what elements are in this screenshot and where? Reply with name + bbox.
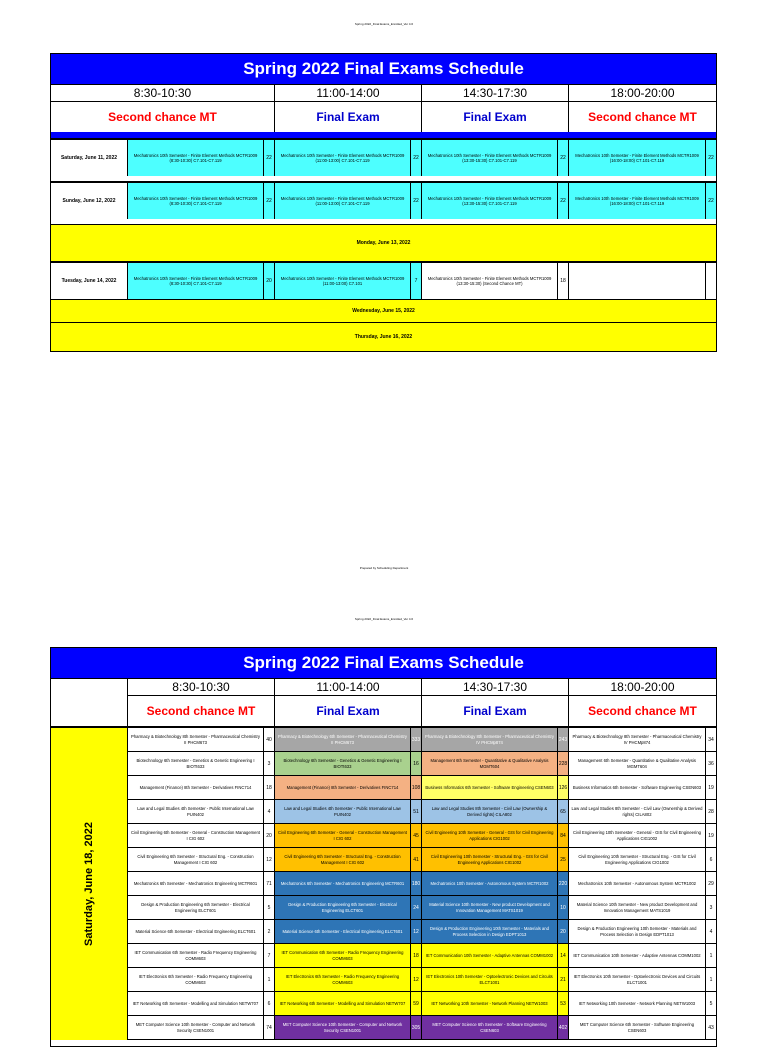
exam-description: Management 6th Semester - Quantitative & Qualitative Analysis MGMT604 bbox=[422, 752, 558, 775]
exam-cell bbox=[569, 896, 716, 920]
exam-description: Pharmacy & Biotechnology 6th Semester - Pharmaceutical Chemistry II PHCM673 bbox=[275, 728, 411, 751]
exam-row bbox=[128, 944, 716, 968]
exam-cell bbox=[422, 968, 569, 992]
exam-description: Mechatronics 10th Semester - Finite Element Methods MCTR1009 (16:00-18:00) C7.101-C7.119 bbox=[569, 140, 706, 176]
enrolled-count: 5 bbox=[709, 1000, 713, 1007]
exam-cell bbox=[569, 944, 716, 968]
exam-description: Mechatronics 10th Semester - Finite Element Methods MCTR1009 (11:00-13:00) C7.101 bbox=[275, 263, 411, 299]
exam-description: MET Computer Science 10th Semester - Computer and Network Security CSEN1001 bbox=[128, 1016, 264, 1039]
enrolled-count: 43 bbox=[708, 1024, 714, 1031]
enrolled-count: 10 bbox=[560, 904, 566, 911]
exam-description: Design & Production Engineering 10th Semester - Materials and Process Selection in Design EDPT1013 bbox=[569, 920, 706, 943]
exam-cell bbox=[275, 800, 422, 824]
exam-description: Mechatronics 10th Semester - Finite Element Methods MCTR1009 (16:00-18:00) C7.101-C7.119 bbox=[569, 183, 706, 219]
enrolled-count: 71 bbox=[266, 880, 272, 887]
enrolled-count: 59 bbox=[413, 1000, 419, 1007]
exam-cell bbox=[569, 872, 716, 896]
day-date: Sunday, June 12, 2022 bbox=[51, 183, 128, 219]
doc-footer: Prepared by Scheduling Department bbox=[359, 566, 409, 570]
exam-cell bbox=[128, 848, 275, 872]
exam-description: Pharmacy & Biotechnology 8th Semester - Pharmaceutical Chemistry IV PHCMp874 bbox=[569, 728, 706, 751]
exam-description: Mechatronics 10th Semester - Finite Element Methods MCTR1009 (11:00-13:00) C7.101-C7.119 bbox=[275, 140, 411, 176]
enrolled-count: 19 bbox=[708, 832, 714, 839]
enrolled-count: 22 bbox=[413, 155, 419, 161]
exam-description: Material Science 10th Semester - New product Development and Innovation Management MATS1019 bbox=[422, 896, 558, 919]
exam-cell bbox=[569, 920, 716, 944]
enrolled-count: 18 bbox=[266, 784, 272, 791]
exam-cell bbox=[422, 896, 569, 920]
exam-cell bbox=[128, 776, 275, 800]
exam-cell bbox=[569, 183, 716, 219]
exam-description: MET Computer Science 6th Semester - Software Engineering CSEN603 bbox=[569, 1016, 706, 1039]
exam-description: Biotechnology 6th Semester - Genetics & Genetic Engineering I BIOTt633 bbox=[275, 752, 411, 775]
schedule-table-week-1 bbox=[50, 53, 717, 352]
exam-row bbox=[128, 848, 716, 872]
exam-description: Management 6th Semester - Quantitative & Qualitative Analysis MGMT604 bbox=[569, 752, 706, 775]
exam-description: Pharmacy & Biotechnology 8th Semester - Pharmaceutical Chemistry II PHCM673 bbox=[128, 728, 264, 751]
exam-cell bbox=[128, 1016, 275, 1040]
exam-description: Material Science 6th Semester - Electrical Engineering ELCT601 bbox=[128, 920, 264, 943]
exam-cell bbox=[275, 776, 422, 800]
enrolled-count: 220 bbox=[558, 880, 568, 887]
enrolled-count: 28 bbox=[708, 808, 714, 815]
exam-cell bbox=[128, 183, 275, 219]
day-date: Tuesday, June 14, 2022 bbox=[51, 263, 128, 299]
exam-row bbox=[128, 824, 716, 848]
exam-description: Law and Legal Studies 8th Semester - Civil Law (Ownership & Derived rights) CILA802 bbox=[569, 800, 706, 823]
enrolled-count: 25 bbox=[560, 856, 566, 863]
exam-row bbox=[128, 776, 716, 800]
enrolled-count: 4 bbox=[709, 928, 713, 935]
exam-cell bbox=[422, 728, 569, 752]
enrolled-count: 36 bbox=[708, 760, 714, 767]
exam-description: Mechatronics 6th Semester - Mechatronics Engineering MCTR601 bbox=[128, 872, 264, 895]
exam-type-header-row bbox=[51, 696, 716, 728]
enrolled-count: 16 bbox=[413, 760, 419, 767]
schedule-title: Spring 2022 Final Exams Schedule bbox=[51, 54, 716, 85]
time-header-row bbox=[51, 679, 716, 696]
exam-cell bbox=[569, 800, 716, 824]
exam-cell bbox=[422, 800, 569, 824]
exam-cell bbox=[128, 992, 275, 1016]
schedule-table-week-2 bbox=[50, 647, 717, 1047]
exam-cell bbox=[422, 944, 569, 968]
enrolled-count: 243 bbox=[558, 736, 568, 743]
exam-description: Civil Engineering 6th Semester - Structural Eng. - Construction Management I CIG 602 bbox=[275, 848, 411, 871]
exam-cell bbox=[275, 896, 422, 920]
exam-cell bbox=[275, 752, 422, 776]
enrolled-count: 12 bbox=[413, 976, 419, 983]
exam-cell bbox=[422, 263, 569, 299]
exam-description: IET Communication 10th Semester - Adaptive Antennas COMM1002 bbox=[569, 944, 706, 967]
slot-label: Final Exam bbox=[422, 102, 569, 132]
exam-description: IET Electronics 10th Semester - Optoelectronic Devices and Circuits ELCT1001 bbox=[569, 968, 706, 991]
enrolled-count: 34 bbox=[708, 736, 714, 743]
enrolled-count: 12 bbox=[266, 856, 272, 863]
slot-time: 14:30-17:30 bbox=[422, 85, 569, 102]
day-date: Saturday, June 18, 2022 bbox=[83, 822, 95, 946]
exam-cell bbox=[128, 263, 275, 299]
exam-cell bbox=[275, 263, 422, 299]
exam-cell bbox=[569, 1016, 716, 1040]
exam-cell bbox=[569, 824, 716, 848]
exam-description: Design & Production Engineering 10th Semester - Materials and Process Selection in Design EDPT1013 bbox=[422, 920, 558, 943]
enrolled-count: 40 bbox=[266, 736, 272, 743]
exam-description: Material Science 6th Semester - Electrical Engineering ELCT601 bbox=[275, 920, 411, 943]
exam-description: Business Informatics 6th Semester - Software Engineering CSEN603 bbox=[569, 776, 706, 799]
exam-cell bbox=[422, 824, 569, 848]
exam-description: Mechatronics 10th Semester - Finite Element Methods MCTR1009 (13:30-15:30) C7.101-C7.119 bbox=[422, 140, 558, 176]
exam-cell bbox=[275, 140, 422, 176]
exam-type-header-row bbox=[51, 102, 716, 132]
exam-cell bbox=[128, 140, 275, 176]
enrolled-count: 18 bbox=[560, 278, 566, 284]
exam-description: IET Communication 10th Semester - Adaptive Antennas COMM1002 bbox=[422, 944, 558, 967]
exam-description: Mechatronics 10th Semester - Finite Element Methods MCTR1009 (8:30-10:30) C7.101-C7.119 bbox=[128, 263, 264, 299]
exam-description: MET Computer Science 10th Semester - Computer and Network Security CSEN1001 bbox=[275, 1016, 411, 1039]
enrolled-count: 402 bbox=[558, 1024, 568, 1031]
enrolled-count bbox=[706, 263, 716, 299]
enrolled-count: 65 bbox=[560, 808, 566, 815]
day-row bbox=[51, 181, 716, 219]
exam-description: Pharmacy & Biotechnology 8th Semester - Pharmaceutical Chemistry IV PHCMp874 bbox=[422, 728, 558, 751]
exam-description: Law and Legal Studies 4th Semester - Public International Law PUIN402 bbox=[128, 800, 264, 823]
exam-row bbox=[128, 728, 716, 752]
enrolled-count: 2 bbox=[267, 928, 271, 935]
slot-label: Second chance MT bbox=[128, 696, 275, 726]
enrolled-count: 126 bbox=[558, 784, 568, 791]
exam-cell bbox=[569, 848, 716, 872]
enrolled-count: 108 bbox=[411, 784, 421, 791]
enrolled-count: 1 bbox=[709, 952, 713, 959]
enrolled-count: 7 bbox=[414, 278, 418, 284]
enrolled-count: 22 bbox=[266, 198, 272, 204]
exam-description: Mechatronics 10th Semester - Finite Element Methods MCTR1009 (8:30-10:30) C7.101-C7.119 bbox=[128, 183, 264, 219]
exam-description: IET Networking 6th Semester - Modelling and Simulation NETW707 bbox=[275, 992, 411, 1015]
exam-cell bbox=[128, 752, 275, 776]
schedule-title: Spring 2022 Final Exams Schedule bbox=[51, 648, 716, 679]
exam-cell bbox=[422, 848, 569, 872]
exam-description: IET Communication 6th Semester - Radio Frequency Engineering COMM603 bbox=[128, 944, 264, 967]
day-row bbox=[51, 138, 716, 176]
exam-cell bbox=[128, 800, 275, 824]
exam-cell bbox=[128, 920, 275, 944]
slot-time: 18:00-20:00 bbox=[569, 85, 716, 102]
enrolled-count: 22 bbox=[708, 198, 714, 204]
exam-cell bbox=[569, 140, 716, 176]
exam-cell bbox=[128, 896, 275, 920]
exam-cell bbox=[569, 776, 716, 800]
exam-cell bbox=[275, 968, 422, 992]
exam-description: Management (Finance) 8th Semester - Derivatives FINC714 bbox=[128, 776, 264, 799]
exam-cell bbox=[275, 824, 422, 848]
exam-description: Mechatronics 10th Semester - Finite Element Methods MCTR1009 (11:00-13:00) C7.101-C7.119 bbox=[275, 183, 411, 219]
exam-cell bbox=[128, 968, 275, 992]
enrolled-count: 1 bbox=[709, 976, 713, 983]
exam-cell bbox=[422, 1016, 569, 1040]
exam-description: Mechatronics 10th Semester - Autonomous System MCTR1002 bbox=[569, 872, 706, 895]
exam-description: Law and Legal Studies 4th Semester - Public International Law PUIN402 bbox=[275, 800, 411, 823]
exam-description: Civil Engineering 10th Semester - Structural Eng. - GIS for Civil Engineering Applications CIG1002 bbox=[422, 848, 558, 871]
enrolled-count: 22 bbox=[266, 155, 272, 161]
exam-cell bbox=[569, 263, 716, 299]
enrolled-count: 53 bbox=[560, 1000, 566, 1007]
slot-time: 8:30-10:30 bbox=[51, 85, 275, 102]
exam-description: Civil Engineering 6th Semester - General - Construction Management I CIG 602 bbox=[275, 824, 411, 847]
slot-time: 11:00-14:00 bbox=[275, 679, 422, 696]
slot-label: Final Exam bbox=[275, 696, 422, 726]
slot-label: Final Exam bbox=[275, 102, 422, 132]
exam-cell bbox=[275, 848, 422, 872]
exam-description: Mechatronics 10th Semester - Autonomous System MCTR1002 bbox=[422, 872, 558, 895]
enrolled-count: 19 bbox=[708, 784, 714, 791]
day-block bbox=[51, 728, 716, 1040]
enrolled-count: 333 bbox=[411, 736, 421, 743]
exam-cell bbox=[422, 776, 569, 800]
enrolled-count: 6 bbox=[709, 856, 713, 863]
exam-row bbox=[128, 896, 716, 920]
enrolled-count: 5 bbox=[267, 904, 271, 911]
exam-row bbox=[128, 1016, 716, 1040]
slot-label: Second chance MT bbox=[588, 110, 697, 124]
exam-row bbox=[128, 968, 716, 992]
enrolled-count: 84 bbox=[560, 832, 566, 839]
enrolled-count: 22 bbox=[413, 198, 419, 204]
exam-cell bbox=[569, 992, 716, 1016]
exam-cell bbox=[275, 1016, 422, 1040]
slot-time: 11:00-14:00 bbox=[275, 85, 422, 102]
exam-description: Civil Engineering 6th Semester - General - Construction Management I CIG 602 bbox=[128, 824, 264, 847]
exam-description: Civil Engineering 6th Semester - Structural Eng. - Construction Management I CIG 602 bbox=[128, 848, 264, 871]
exam-description: IET Communication 6th Semester - Radio Frequency Engineering COMM603 bbox=[275, 944, 411, 967]
exam-description: Mechatronics 6th Semester - Mechatronics Engineering MCTR601 bbox=[275, 872, 411, 895]
doc-header-top: Spring 2022_Final Exams_Enrolled_Ver 4.6 bbox=[354, 22, 414, 26]
no-exam-day-row: Thursday, June 16, 2022 bbox=[51, 322, 716, 351]
exam-description: Mechatronics 10th Semester - Finite Element Methods MCTR1009 (13:30-15:30) C7.101-C7.119 bbox=[422, 183, 558, 219]
enrolled-count: 22 bbox=[708, 155, 714, 161]
exam-description: Business Informatics 6th Semester - Software Engineering CSEN603 bbox=[422, 776, 558, 799]
exam-row bbox=[128, 992, 716, 1016]
slot-label: Second chance MT bbox=[588, 704, 697, 718]
enrolled-count: 24 bbox=[413, 904, 419, 911]
doc-header-second: Spring 2022_Final Exams_Enrolled_Ver 4.6 bbox=[354, 617, 414, 621]
day-date: Saturday, June 11, 2022 bbox=[51, 140, 128, 176]
enrolled-count: 41 bbox=[413, 856, 419, 863]
enrolled-count: 3 bbox=[267, 760, 271, 767]
enrolled-count: 51 bbox=[413, 808, 419, 815]
exam-row bbox=[128, 920, 716, 944]
enrolled-count: 305 bbox=[411, 1024, 421, 1031]
exam-description: Civil Engineering 10th Semester - General - GIS for Civil Engineering Applications CIG1002 bbox=[422, 824, 558, 847]
enrolled-count: 18 bbox=[413, 952, 419, 959]
slot-label: Second chance MT bbox=[51, 102, 275, 132]
exam-cell bbox=[569, 728, 716, 752]
slot-time: 8:30-10:30 bbox=[128, 679, 275, 696]
exam-cell bbox=[422, 183, 569, 219]
exam-description: IET Networking 10th Semester - Network Planning NETW1003 bbox=[569, 992, 706, 1015]
exam-cell bbox=[275, 920, 422, 944]
enrolled-count: 12 bbox=[413, 928, 419, 935]
enrolled-count: 180 bbox=[411, 880, 421, 887]
exam-description: IET Networking 6th Semester - Modelling and Simulation NETW707 bbox=[128, 992, 264, 1015]
exam-cell bbox=[128, 728, 275, 752]
exam-cell bbox=[569, 752, 716, 776]
exam-description: IET Networking 10th Semester - Network Planning NETW1003 bbox=[422, 992, 558, 1015]
exam-cell bbox=[128, 872, 275, 896]
exam-description: Law and Legal Studies 8th Semester - Civil Law (Ownership & Derived rights) CILA802 bbox=[422, 800, 558, 823]
exam-cell bbox=[275, 183, 422, 219]
exam-description: IET Electronics 6th Semester - Radio Frequency Engineering COMM603 bbox=[275, 968, 411, 991]
enrolled-count: 4 bbox=[267, 808, 271, 815]
no-exam-day-row: Wednesday, June 15, 2022 bbox=[51, 299, 716, 322]
exam-cell bbox=[422, 752, 569, 776]
enrolled-count: 20 bbox=[266, 832, 272, 839]
exam-row bbox=[128, 752, 716, 776]
day-row bbox=[51, 261, 716, 299]
no-exam-day-row: Monday, June 13, 2022 bbox=[51, 224, 716, 261]
exam-description: Mechatronics 10th Semester - Finite Element Methods MCTR1009 (13:30-15:30) (Second Chance MT) bbox=[422, 263, 558, 299]
exam-description: Civil Engineering 10th Semester - Structural Eng. - GIS for Civil Engineering Applications CIG1002 bbox=[569, 848, 706, 871]
exam-description: IET Electronics 10th Semester - Optoelectronic Devices and Circuits ELCT1001 bbox=[422, 968, 558, 991]
enrolled-count: 22 bbox=[560, 155, 566, 161]
enrolled-count: 1 bbox=[267, 976, 271, 983]
enrolled-count: 7 bbox=[267, 952, 271, 959]
header-blank bbox=[51, 696, 128, 726]
enrolled-count: 20 bbox=[560, 928, 566, 935]
slot-label: Final Exam bbox=[422, 696, 569, 726]
exam-description: IET Electronics 6th Semester - Radio Frequency Engineering COMM603 bbox=[128, 968, 264, 991]
exam-cell bbox=[422, 992, 569, 1016]
exam-cell bbox=[128, 824, 275, 848]
enrolled-count: 22 bbox=[560, 198, 566, 204]
time-header-row bbox=[51, 85, 716, 102]
enrolled-count: 21 bbox=[560, 976, 566, 983]
enrolled-count: 74 bbox=[266, 1024, 272, 1031]
exam-cell bbox=[128, 944, 275, 968]
enrolled-count: 228 bbox=[558, 760, 568, 767]
exam-cell bbox=[422, 920, 569, 944]
exam-cell bbox=[569, 968, 716, 992]
day-label-vertical bbox=[51, 728, 128, 1040]
exam-row bbox=[128, 872, 716, 896]
enrolled-count: 29 bbox=[708, 880, 714, 887]
exam-cell bbox=[275, 992, 422, 1016]
enrolled-count: 20 bbox=[266, 278, 272, 284]
exam-cell bbox=[275, 728, 422, 752]
exam-description: Mechatronics 10th Semester - Finite Element Methods MCTR1009 (8:30-10:30) C7.101-C7.119 bbox=[128, 140, 264, 176]
enrolled-count: 45 bbox=[413, 832, 419, 839]
enrolled-count: 6 bbox=[267, 1000, 271, 1007]
exam-description: Design & Production Engineering 6th Semester - Electrical Engineering ELCT601 bbox=[128, 896, 264, 919]
exam-cell bbox=[422, 140, 569, 176]
exam-description: Material Science 10th Semester - New product Development and Innovation Management MATS1019 bbox=[569, 896, 706, 919]
exam-description: Design & Production Engineering 6th Semester - Electrical Engineering ELCT601 bbox=[275, 896, 411, 919]
exam-description: Biotechnology 6th Semester - Genetics & Genetic Engineering I BIOTt633 bbox=[128, 752, 264, 775]
header-blank bbox=[51, 679, 128, 696]
enrolled-count: 3 bbox=[709, 904, 713, 911]
exam-description: Management (Finance) 8th Semester - Derivatives FINC714 bbox=[275, 776, 411, 799]
exam-row bbox=[128, 800, 716, 824]
exam-cell bbox=[275, 872, 422, 896]
exam-description bbox=[569, 263, 706, 299]
slot-time: 14:30-17:30 bbox=[422, 679, 569, 696]
exam-description: MET Computer Science 6th Semester - Software Engineering CSEN603 bbox=[422, 1016, 558, 1039]
exam-description: Civil Engineering 10th Semester - General - GIS for Civil Engineering Applications CIG1002 bbox=[569, 824, 706, 847]
exam-cell bbox=[275, 944, 422, 968]
exam-cell bbox=[422, 872, 569, 896]
enrolled-count: 14 bbox=[560, 952, 566, 959]
slot-time: 18:00-20:00 bbox=[569, 679, 716, 696]
